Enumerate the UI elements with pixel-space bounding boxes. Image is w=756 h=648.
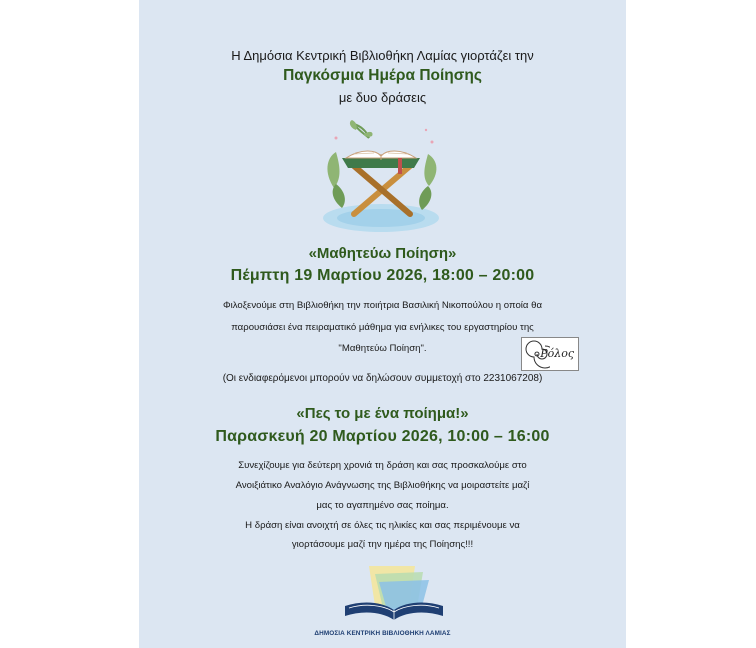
- event2-title: «Πες το με ένα ποίημα!»: [296, 405, 469, 422]
- library-logo: [339, 562, 449, 622]
- partner-logo-text: Ρόλος: [540, 347, 574, 360]
- intro-subline: με δυο δράσεις: [338, 90, 427, 105]
- event2-text-line: Η δράση είναι ανοιχτή σε όλες τις ηλικίες και σας περιμένουμε να: [245, 520, 520, 531]
- event-day-title: Παγκόσμια Ημέρα Ποίησης: [283, 67, 482, 84]
- library-name: ΔΗΜΟΣΙΑ ΚΕΝΤΡΙΚΗ ΒΙΒΛΙΟΘΗΚΗ ΛΑΜΙΑΣ: [314, 630, 451, 637]
- poster: [139, 0, 626, 648]
- book-stand-illustration: [314, 118, 449, 238]
- event2-text-line: Ανοιξιάτικο Αναλόγιο Ανάγνωσης της Βιβλιοθήκης να μοιραστείτε μαζί: [235, 480, 530, 491]
- event2-text-line: Συνεχίζουμε για δεύτερη χρονιά τη δράση και σας προσκαλούμε στο: [238, 460, 527, 471]
- event1-text-line: "Μαθητεύω Ποίηση".: [338, 343, 427, 354]
- event1-text-line: Φιλοξενούμε στη Βιβλιοθήκη την ποιήτρια Βασιλική Νικοπούλου η οποία θα: [222, 300, 543, 311]
- event1-datetime: Πέμπτη 19 Μαρτίου 2026, 18:00 – 20:00: [230, 267, 535, 284]
- event1-note: (Οι ενδιαφερόμενοι μπορούν να δηλώσουν συμμετοχή στο 2231067208): [222, 373, 543, 384]
- event1-text-line: παρουσιάσει ένα πειραματικό μάθημα για ενήλικες του εργαστηρίου της: [231, 322, 534, 333]
- event2-text-line: γιορτάσουμε μαζί την ημέρα της Ποίησης!!!: [291, 539, 474, 550]
- event1-title: «Μαθητεύω Ποίηση»: [308, 245, 457, 262]
- event2-datetime: Παρασκευή 20 Μαρτίου 2026, 10:00 – 16:00: [215, 428, 550, 445]
- intro-line: Η Δημόσια Κεντρική Βιβλιοθήκη Λαμίας γιορτάζει την: [231, 48, 534, 63]
- event2-text-line: μας το αγαπημένο σας ποίημα.: [316, 500, 449, 511]
- partner-logo: [521, 337, 579, 371]
